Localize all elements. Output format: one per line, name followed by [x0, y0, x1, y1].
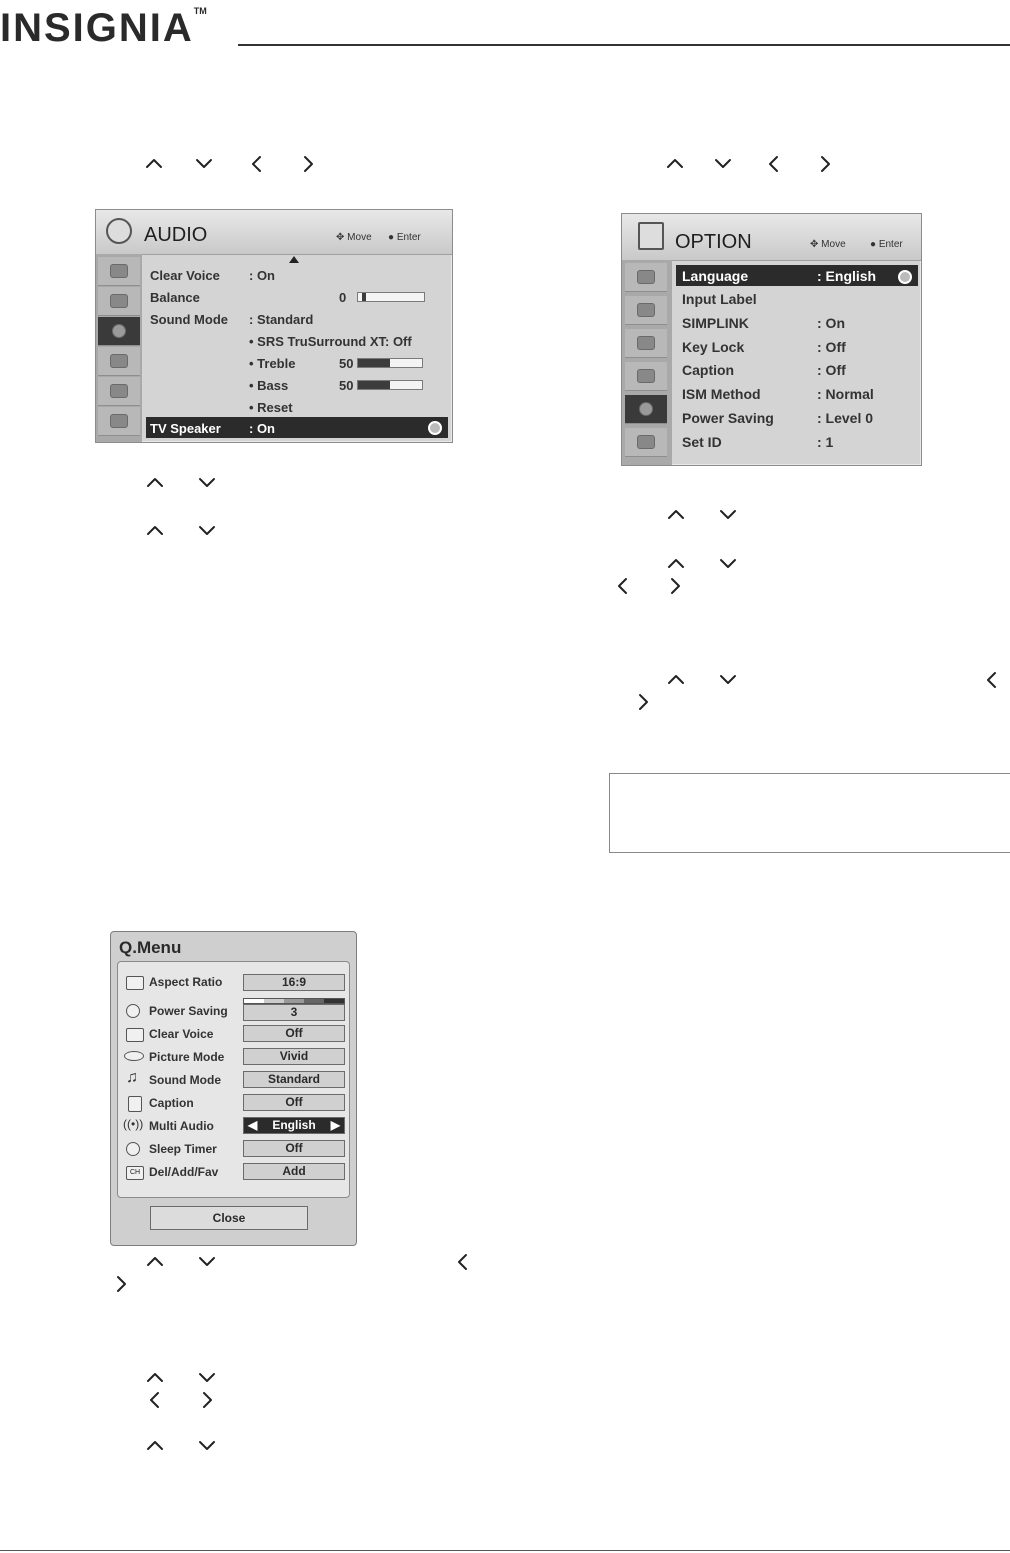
bass-bar[interactable]: [357, 380, 423, 390]
up-arrow-icon: [145, 1436, 165, 1456]
sidebar-setup-icon[interactable]: [98, 257, 140, 286]
audio-selected-row[interactable]: [146, 417, 448, 438]
down-arrow-icon: [718, 554, 738, 574]
qmenu-item-label[interactable]: Sound Mode: [149, 1073, 221, 1087]
right-arrow-icon: [633, 692, 653, 712]
down-arrow-icon: [197, 521, 217, 541]
up-arrow-icon: [145, 473, 165, 493]
qmenu-item-label[interactable]: Del/Add/Fav: [149, 1165, 219, 1179]
audio-subitem[interactable]: • Bass: [249, 378, 289, 393]
qmenu-item-label[interactable]: Picture Mode: [149, 1050, 225, 1064]
left-arrow-icon: [453, 1252, 473, 1272]
insignia-logo: [0, 6, 207, 51]
channel-icon: CH: [126, 1166, 144, 1180]
right-arrow-icon: [665, 576, 685, 596]
up-arrow-icon: [145, 1368, 165, 1388]
right-arrow-icon: [298, 154, 318, 174]
qmenu-item-value[interactable]: 16:9: [243, 974, 345, 991]
option-item-value: : 1: [817, 434, 834, 450]
option-item-value: : On: [817, 315, 845, 331]
option-title-bar: [622, 214, 921, 261]
left-arrow-icon: [764, 154, 784, 174]
qmenu-title: Q.Menu: [119, 938, 182, 957]
qmenu: [110, 931, 357, 1246]
qmenu-item-value: English: [272, 1118, 316, 1132]
audio-item-value: : On: [249, 421, 275, 436]
audio-item-label[interactable]: Clear Voice: [150, 268, 220, 283]
sidebar-time-icon[interactable]: [98, 347, 140, 376]
audio-subitem[interactable]: • Reset: [249, 400, 293, 415]
right-triangle-icon[interactable]: ▶: [330, 1118, 340, 1132]
qmenu-list: [117, 961, 350, 1198]
qmenu-item-label[interactable]: Caption: [149, 1096, 194, 1110]
close-button[interactable]: Close: [150, 1206, 308, 1230]
qmenu-item-value[interactable]: 3: [243, 1004, 345, 1021]
down-arrow-icon: [718, 670, 738, 690]
music-note-icon: ♫: [126, 1069, 138, 1086]
down-arrow-icon: [197, 1368, 217, 1388]
qmenu-item-label[interactable]: Multi Audio: [149, 1119, 214, 1133]
speaker-icon: [126, 1028, 144, 1042]
audio-menu: [95, 209, 453, 443]
note-box: [609, 773, 1010, 853]
balance-bar[interactable]: [357, 292, 425, 302]
up-arrow-icon: [666, 554, 686, 574]
option-title: OPTION: [675, 231, 752, 253]
up-arrow-icon: [666, 670, 686, 690]
option-item-label[interactable]: Caption: [682, 362, 735, 378]
sidebar-lock-icon[interactable]: [98, 407, 140, 436]
sleep-timer-icon: [126, 1142, 140, 1156]
multi-audio-icon: ((•)): [123, 1117, 144, 1131]
qmenu-item-value[interactable]: Off: [243, 1094, 345, 1111]
sidebar-picture-icon[interactable]: [98, 287, 140, 316]
right-arrow-icon: [197, 1390, 217, 1410]
qmenu-selected-value[interactable]: [243, 1117, 345, 1134]
treble-bar[interactable]: [357, 358, 423, 368]
down-arrow-icon: [197, 1436, 217, 1456]
qmenu-item-value[interactable]: Off: [243, 1025, 345, 1042]
down-arrow-icon: [718, 505, 738, 525]
qmenu-item-label[interactable]: Sleep Timer: [149, 1142, 217, 1156]
right-arrow-icon: [111, 1274, 131, 1294]
option-item-value: : Level 0: [817, 410, 874, 426]
option-item-label[interactable]: Input Label: [682, 291, 757, 307]
left-arrow-icon: [982, 670, 1002, 690]
sidebar-option-icon[interactable]: [98, 377, 140, 406]
option-item-value: : Off: [817, 339, 846, 355]
caption-icon: [128, 1096, 142, 1112]
eye-icon: [124, 1051, 144, 1061]
aspect-ratio-icon: [126, 976, 144, 990]
option-item-label[interactable]: Language: [682, 268, 749, 284]
left-arrow-icon: [145, 1390, 165, 1410]
left-arrow-icon: [613, 576, 633, 596]
audio-subitem[interactable]: • SRS TruSurround XT: Off: [249, 334, 412, 349]
up-arrow-icon: [145, 1252, 165, 1272]
option-menu: [621, 213, 922, 466]
move-hint: ✥ Move: [336, 232, 372, 243]
sidebar-audio-icon[interactable]: [625, 329, 667, 358]
up-arrow-icon: [145, 521, 165, 541]
power-saving-icon: [126, 1004, 140, 1018]
speaker-icon: [106, 218, 132, 244]
header-rule: [238, 44, 1010, 46]
ok-icon: [898, 270, 912, 284]
qmenu-item-value[interactable]: Standard: [243, 1071, 345, 1088]
sidebar-option-icon[interactable]: [625, 395, 667, 424]
trademark: TM: [193, 6, 207, 16]
qmenu-item-value[interactable]: Vivid: [243, 1048, 345, 1065]
option-item-label[interactable]: ISM Method: [682, 386, 761, 402]
down-arrow-icon: [713, 154, 733, 174]
audio-item-value: 0: [339, 290, 347, 305]
option-item-value: : Off: [817, 362, 846, 378]
audio-item-label[interactable]: Balance: [150, 290, 200, 305]
option-selected-row[interactable]: [676, 265, 918, 286]
qmenu-item-label[interactable]: Power Saving: [149, 1004, 228, 1018]
down-arrow-icon: [194, 154, 214, 174]
logo-text: INSIGNIA: [0, 6, 194, 50]
audio-item-value: : On: [249, 268, 275, 283]
sidebar-audio-icon[interactable]: [98, 317, 140, 346]
audio-item-label[interactable]: Sound Mode: [150, 312, 228, 327]
qmenu-item-value[interactable]: Off: [243, 1140, 345, 1157]
move-hint: ✥ Move: [810, 239, 846, 250]
sidebar-time-icon[interactable]: [625, 362, 667, 391]
audio-subitem[interactable]: • Treble: [249, 356, 296, 371]
scroll-up-icon[interactable]: [289, 256, 299, 263]
sidebar-picture-icon[interactable]: [625, 296, 667, 325]
down-arrow-icon: [197, 1252, 217, 1272]
option-item-label[interactable]: Key Lock: [682, 339, 745, 355]
option-item-label[interactable]: Set ID: [682, 434, 722, 450]
sidebar-lock-icon[interactable]: [625, 428, 667, 457]
ok-icon: [428, 421, 442, 435]
qmenu-item-label[interactable]: Aspect Ratio: [149, 975, 223, 989]
audio-item-value: : Standard: [249, 312, 314, 327]
right-arrow-icon: [815, 154, 835, 174]
footer-rule: [0, 1550, 1010, 1551]
option-item-label[interactable]: SIMPLINK: [682, 315, 749, 331]
option-item-value: : English: [817, 268, 877, 284]
audio-item-label[interactable]: TV Speaker: [150, 421, 221, 436]
left-triangle-icon[interactable]: ◀: [248, 1118, 258, 1132]
qmenu-item-value[interactable]: Add: [243, 1163, 345, 1180]
enter-hint: ● Enter: [870, 239, 903, 250]
option-category-sidebar: [622, 260, 672, 465]
bass-value: 50: [339, 378, 354, 393]
left-arrow-icon: [247, 154, 267, 174]
sidebar-setup-icon[interactable]: [625, 263, 667, 292]
option-item-value: : Normal: [817, 386, 874, 402]
option-item-label[interactable]: Power Saving: [682, 410, 774, 426]
audio-title: AUDIO: [144, 224, 208, 246]
up-arrow-icon: [666, 505, 686, 525]
down-arrow-icon: [197, 473, 217, 493]
option-icon: [638, 222, 664, 250]
up-arrow-icon: [665, 154, 685, 174]
audio-category-sidebar: [96, 254, 142, 442]
qmenu-item-label[interactable]: Clear Voice: [149, 1027, 214, 1041]
treble-value: 50: [339, 356, 354, 371]
enter-hint: ● Enter: [388, 232, 421, 243]
up-arrow-icon: [144, 154, 164, 174]
